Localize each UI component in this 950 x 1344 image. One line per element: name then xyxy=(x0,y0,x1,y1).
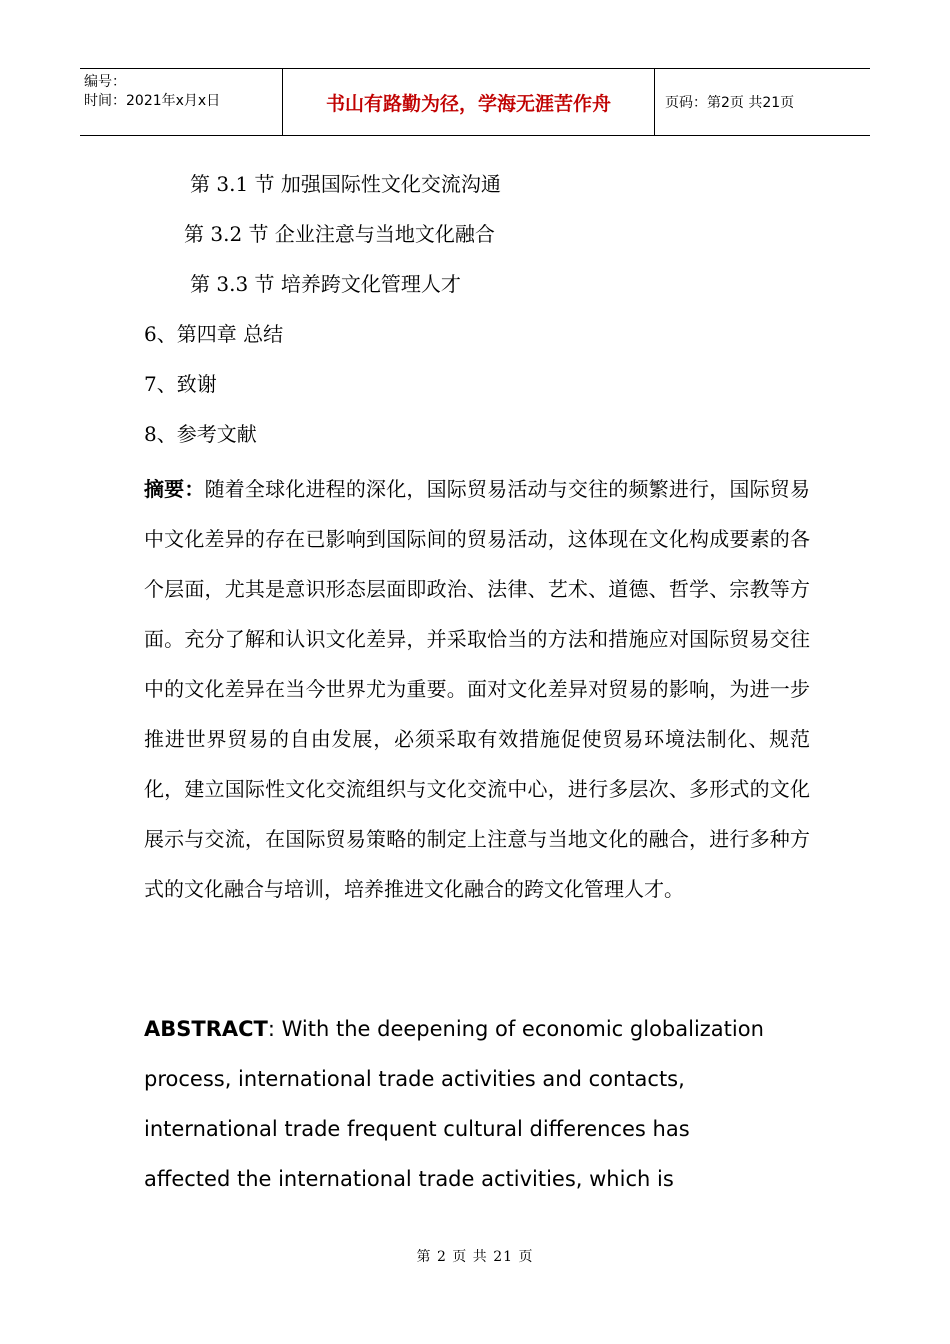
toc-item-3-2: 第 3.2 节 企业注意与当地文化融合 xyxy=(184,222,495,246)
abstract-cn-keyword: 摘要： xyxy=(144,477,205,501)
header-motto: 书山有路勤为径，学海无涯苦作舟 xyxy=(282,69,655,135)
abstract-en-line: ABSTRACT: With the deepening of economic globalization xyxy=(144,1017,764,1041)
abstract-en-keyword: ABSTRACT xyxy=(144,1017,268,1041)
time-label: 时间：2021年x月x日 xyxy=(84,93,221,109)
number-label: 编号： xyxy=(84,74,126,90)
page-footer: 第 2 页 共 21 页 xyxy=(416,1249,534,1265)
abstract-en-line: international trade frequent cultural differences has xyxy=(144,1117,690,1141)
abstract-en-line: process, international trade activities and contacts, xyxy=(144,1067,685,1091)
toc-item-7: 7、致谢 xyxy=(144,372,217,396)
abstract-english xyxy=(144,1004,824,1204)
page-header xyxy=(80,68,870,136)
header-page-info: 页码：第2页 共21页 xyxy=(665,95,795,111)
abstract-chinese xyxy=(144,464,810,914)
toc-item-8: 8、参考文献 xyxy=(144,422,257,446)
abstract-en-line: affected the international trade activities, which is xyxy=(144,1167,674,1191)
header-meta xyxy=(80,69,282,135)
toc-item-6: 6、第四章 总结 xyxy=(144,322,284,346)
abstract-cn-body: 随着全球化进程的深化，国际贸易活动与交往的频繁进行，国际贸易中文化差异的存在已影响到国际间的贸易活动，这体现在文化构成要素的各个层面，尤其是意识形态层面即政治、法律、艺术、道德、哲学、宗教等方面。充分了解和认识文化差异，并采取恰当的方法和措施应对国际贸易交往中的文化差异在当今世界尤为重要。面对文化差异对贸易的影响，为进一步推进世界贸易的自由发展，必须采取有效措施促使贸易环境法制化、规范化，建立国际性文化交流组织与文化交流中心，进行多层次、多形式的文化展示与交流，在国际贸易策略的制定上注意与当地文化的融合，进行多种方式的文化融合与培训，培养推进文化融合的跨文化管理人才。 xyxy=(144,477,810,901)
toc-item-3-3: 第 3.3 节 培养跨文化管理人才 xyxy=(190,272,461,296)
toc-item-3-1: 第 3.1 节 加强国际性文化交流沟通 xyxy=(190,172,501,196)
